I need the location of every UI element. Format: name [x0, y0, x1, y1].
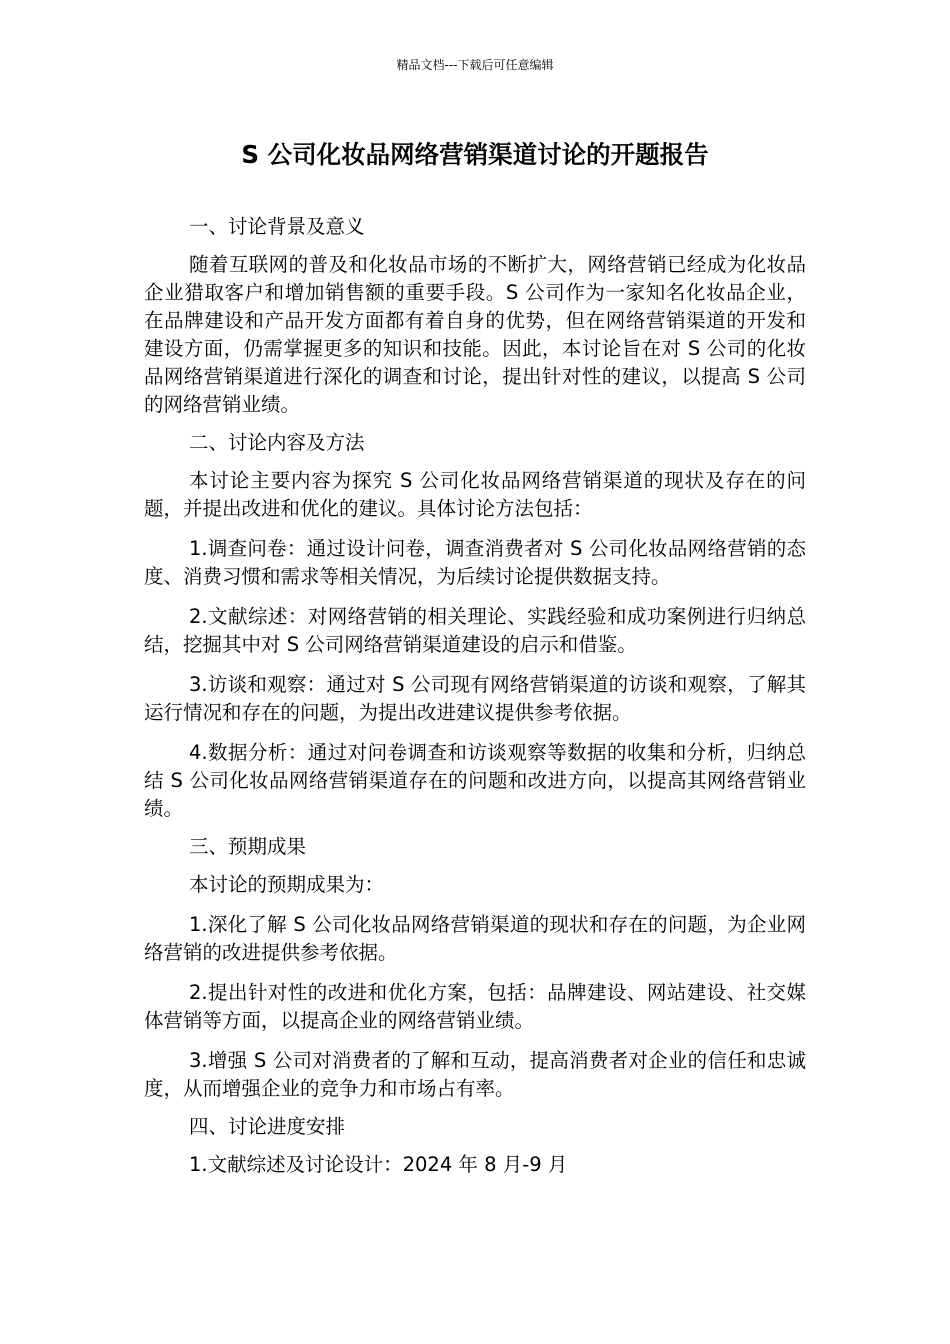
list-item-result-1: 1.深化了解 S 公司化妆品网络营销渠道的现状和存在的问题，为企业网络营销的改进提供参考依据。 — [144, 913, 806, 964]
document-title: S 公司化妆品网络营销渠道讨论的开题报告 — [241, 140, 709, 169]
list-item-literature-review: 2.文献综述：对网络营销的相关理论、实践经验和成功案例进行归纳总结，挖掘其中对 S 公司网络营销渠道建设的启示和借鉴。 — [144, 605, 806, 656]
section-heading-content-methods: 二、讨论内容及方法 — [189, 431, 365, 454]
list-item-data-analysis: 4.数据分析：通过对问卷调查和访谈观察等数据的收集和分析，归纳总结 S 公司化妆品网络营销渠道存在的问题和改进方向，以提高其网络营销业绩。 — [144, 741, 806, 820]
list-item-survey: 1.调查问卷：通过设计问卷，调查消费者对 S 公司化妆品网络营销的态度、消费习惯和需求等相关情况，为后续讨论提供数据支持。 — [144, 537, 806, 588]
list-item-schedule-1: 1.文献综述及讨论设计：2024 年 8 月-9 月 — [189, 1153, 568, 1176]
page-header: 精品文档---下载后可任意编辑 — [396, 58, 554, 72]
paragraph-content-intro: 本讨论主要内容为探究 S 公司化妆品网络营销渠道的现状及存在的问题，并提出改进和优化的建议。具体讨论方法包括： — [144, 469, 806, 520]
section-heading-expected-results: 三、预期成果 — [189, 835, 307, 858]
paragraph-expected-intro: 本讨论的预期成果为： — [189, 873, 385, 896]
document-body — [144, 213, 806, 1179]
paragraph-background: 随着互联网的普及和化妆品市场的不断扩大，网络营销已经成为化妆品企业猎取客户和增加销售额的重要手段。S 公司作为一家知名化妆品企业，在品牌建设和产品开发方面都有着自身的优势，但在网络营销渠道的开发和建设方面，仍需掌握更多的知识和技能。因此，本讨论旨在对 S 公司的化妆品网络营销渠道进行深化的调查和讨论，提出针对性的建议，以提高 S 公司的网络营销业绩。 — [144, 253, 806, 416]
list-item-result-2: 2.提出针对性的改进和优化方案，包括：品牌建设、网站建设、社交媒体营销等方面，以提高企业的网络营销业绩。 — [144, 981, 806, 1032]
list-item-interview-observation: 3.访谈和观察：通过对 S 公司现有网络营销渠道的访谈和观察，了解其运行情况和存在的问题，为提出改进建议提供参考依据。 — [144, 673, 806, 724]
list-item-result-3: 3.增强 S 公司对消费者的了解和互动，提高消费者对企业的信任和忠诚度，从而增强企业的竞争力和市场占有率。 — [144, 1049, 806, 1100]
section-heading-background: 一、讨论背景及意义 — [189, 215, 365, 238]
section-heading-schedule: 四、讨论进度安排 — [189, 1115, 346, 1138]
